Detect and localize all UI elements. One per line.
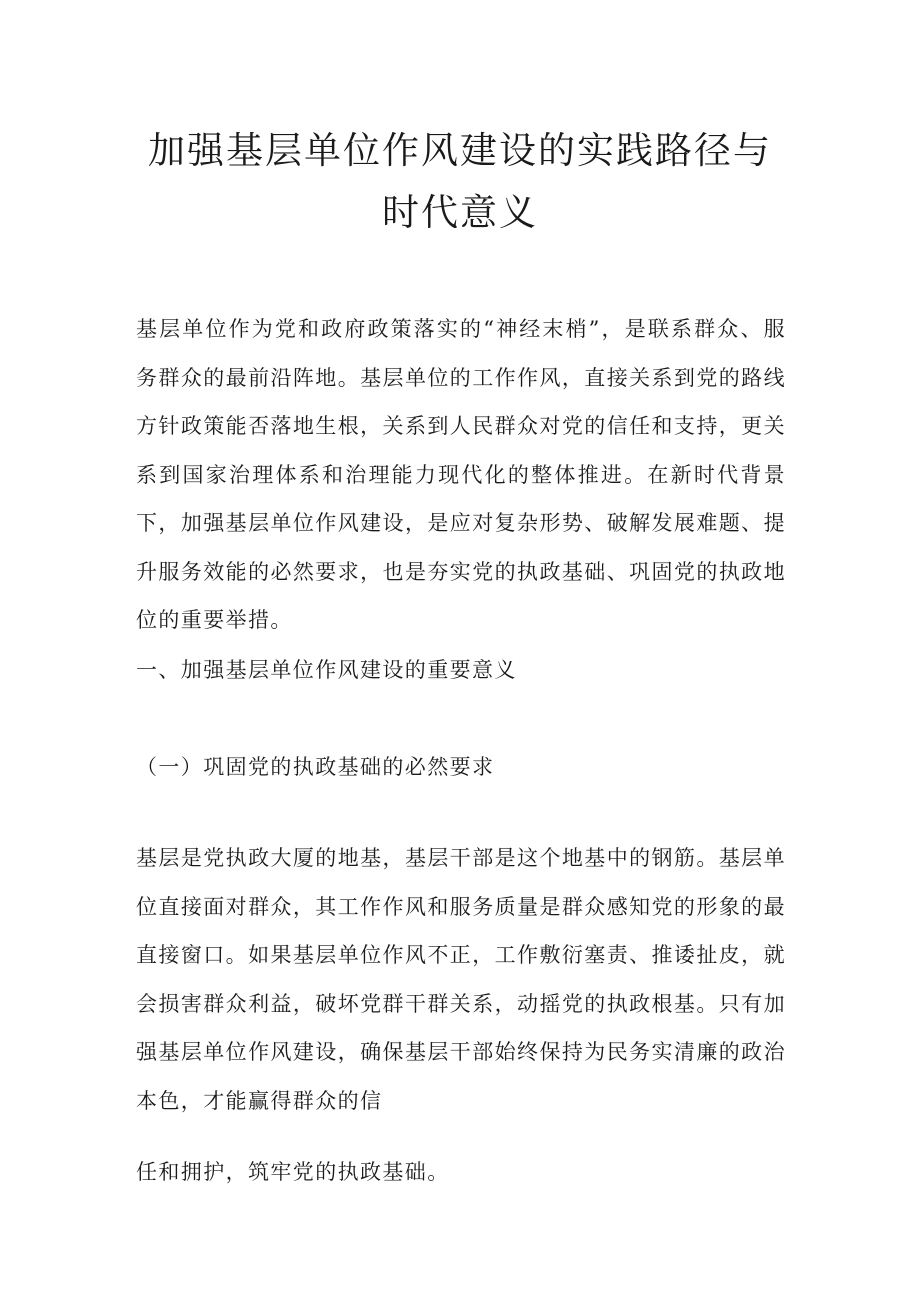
section-heading-1: 一、加强基层单位作风建设的重要意义: [136, 658, 517, 682]
subsection-heading-1: （一）巩固党的执政基础的必然要求: [136, 755, 495, 779]
document-title: 加强基层单位作风建设的实践路径与时代意义: [148, 129, 772, 234]
body-paragraph-2: 任和拥护，筑牢党的执政基础。: [136, 1160, 450, 1184]
intro-paragraph: 基层单位作为党和政府政策落实的“神经末梢”，是联系群众、服务群众的最前沿阵地。基层单位的工作作风，直接关系到党的路线方针政策能否落地生根，关系到人民群众对党的信任和支持，更关系到国家治理体系和治理能力现代化的整体推进。在新时代背景下，加强基层单位作风建设，是应对复杂形势、破解发展难题、提升服务效能的必然要求，也是夯实党的执政基础、巩固党的执政地位的重要举措。: [136, 317, 786, 632]
body-paragraph-1: 基层是党执政大厦的地基，基层干部是这个地基中的钢筋。基层单位直接面对群众，其工作作风和服务质量是群众感知党的形象的最直接窗口。如果基层单位作风不正，工作敷衍塞责、推诿扯皮，就会损害群众利益，破坏党群干群关系，动摇党的执政根基。只有加强基层单位作风建设，确保基层干部始终保持为民务实清廉的政治本色，才能赢得群众的信: [136, 846, 786, 1113]
